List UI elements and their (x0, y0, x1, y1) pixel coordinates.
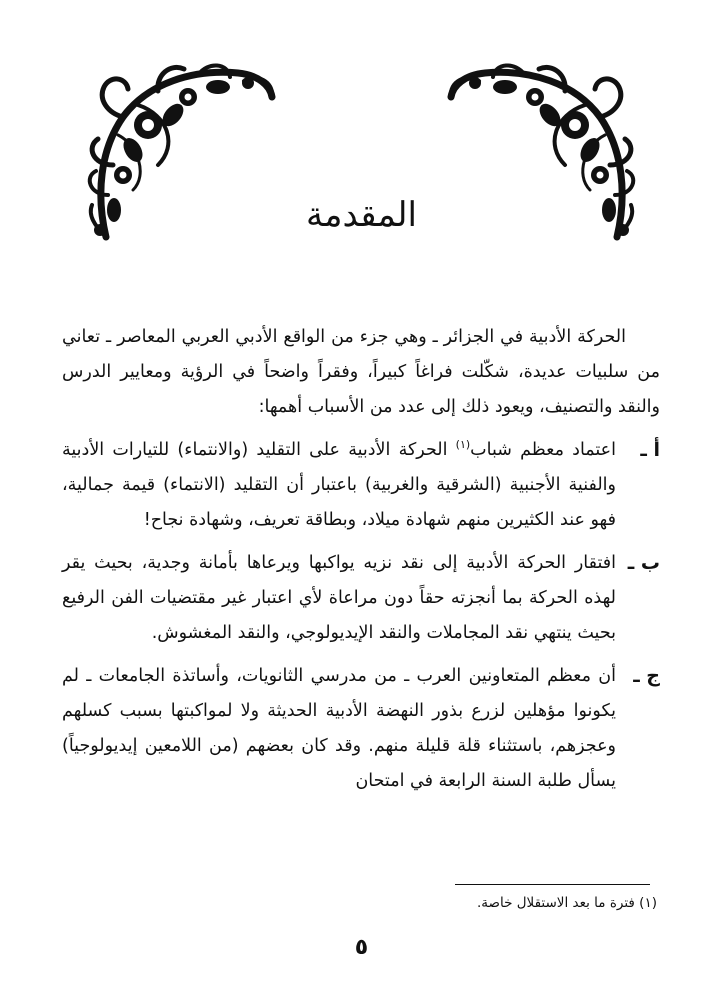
list-item-label: أ ـ (640, 439, 660, 461)
intro-paragraph: الحركة الأدبية في الجزائر ـ وهي جزء من الواقع الأدبي العربي المعاصر ـ تعاني من سلبيات عديدة، شكّلت فراغاً كبيراً، وفقراً واضحاً في الرؤية ومعايير الدرس والنقد والتصنيف، ويعود ذلك إلى عدد من الأسباب أهمها: (62, 327, 660, 417)
footnote-marker: (١) (639, 895, 657, 911)
page-number: ٥ (354, 935, 369, 960)
list-item (62, 659, 660, 799)
footnote-text: فترة ما بعد الاستقلال خاصة. (476, 895, 635, 911)
list-item-label: ب ـ (627, 552, 660, 574)
list-item-label: ج ـ (633, 665, 660, 687)
footnote-divider (455, 884, 650, 885)
list-item (62, 546, 660, 651)
footnote (477, 895, 657, 911)
page-title: المقدمة (306, 195, 417, 235)
main-text (62, 320, 660, 807)
list-item-text: اعتماد معظم شباب$^{(١)}$ الحركة الأدبية على التقليد (والانتماء) للتيارات الأدبية والفنية الأجنبية (الشرقية والغربية) باعتبار أن التقليد (الانتماء) قيمة جمالية، فهو عند الكثيرين منهم شهادة ميلاد، وبطاقة تعريف، وشهادة نجاح! (62, 438, 616, 530)
footnote-reference[interactable]: (١) (455, 438, 471, 452)
list-item-text: أن معظم المتعاونين العرب ـ من مدرسي الثانويات، وأساتذة الجامعات ـ لم يكونوا مؤهلين لزرع بذور النهضة الأدبية الحديثة ولا لمواكبتها بسبب كسلهم وعجزهم، باستثناء قلة قليلة منهم. وقد كان بعضهم (من اللامعين إيديولوجياً) يسأل طلبة السنة الرابعة في امتحان (62, 666, 616, 791)
list-item (62, 433, 660, 538)
list-item-text: افتقار الحركة الأدبية إلى نقد نزيه يواكبها ويرعاها بأمانة وجدية، بحيث يقر لهذه الحركة بما أنجزته حقاً دون مراعاة لأي اعتبار غير مقتضيات الفن الرفيع بحيث ينتهي نقد المجاملات والنقد الإيديولوجي، والنقد المغشوش. (62, 553, 616, 643)
